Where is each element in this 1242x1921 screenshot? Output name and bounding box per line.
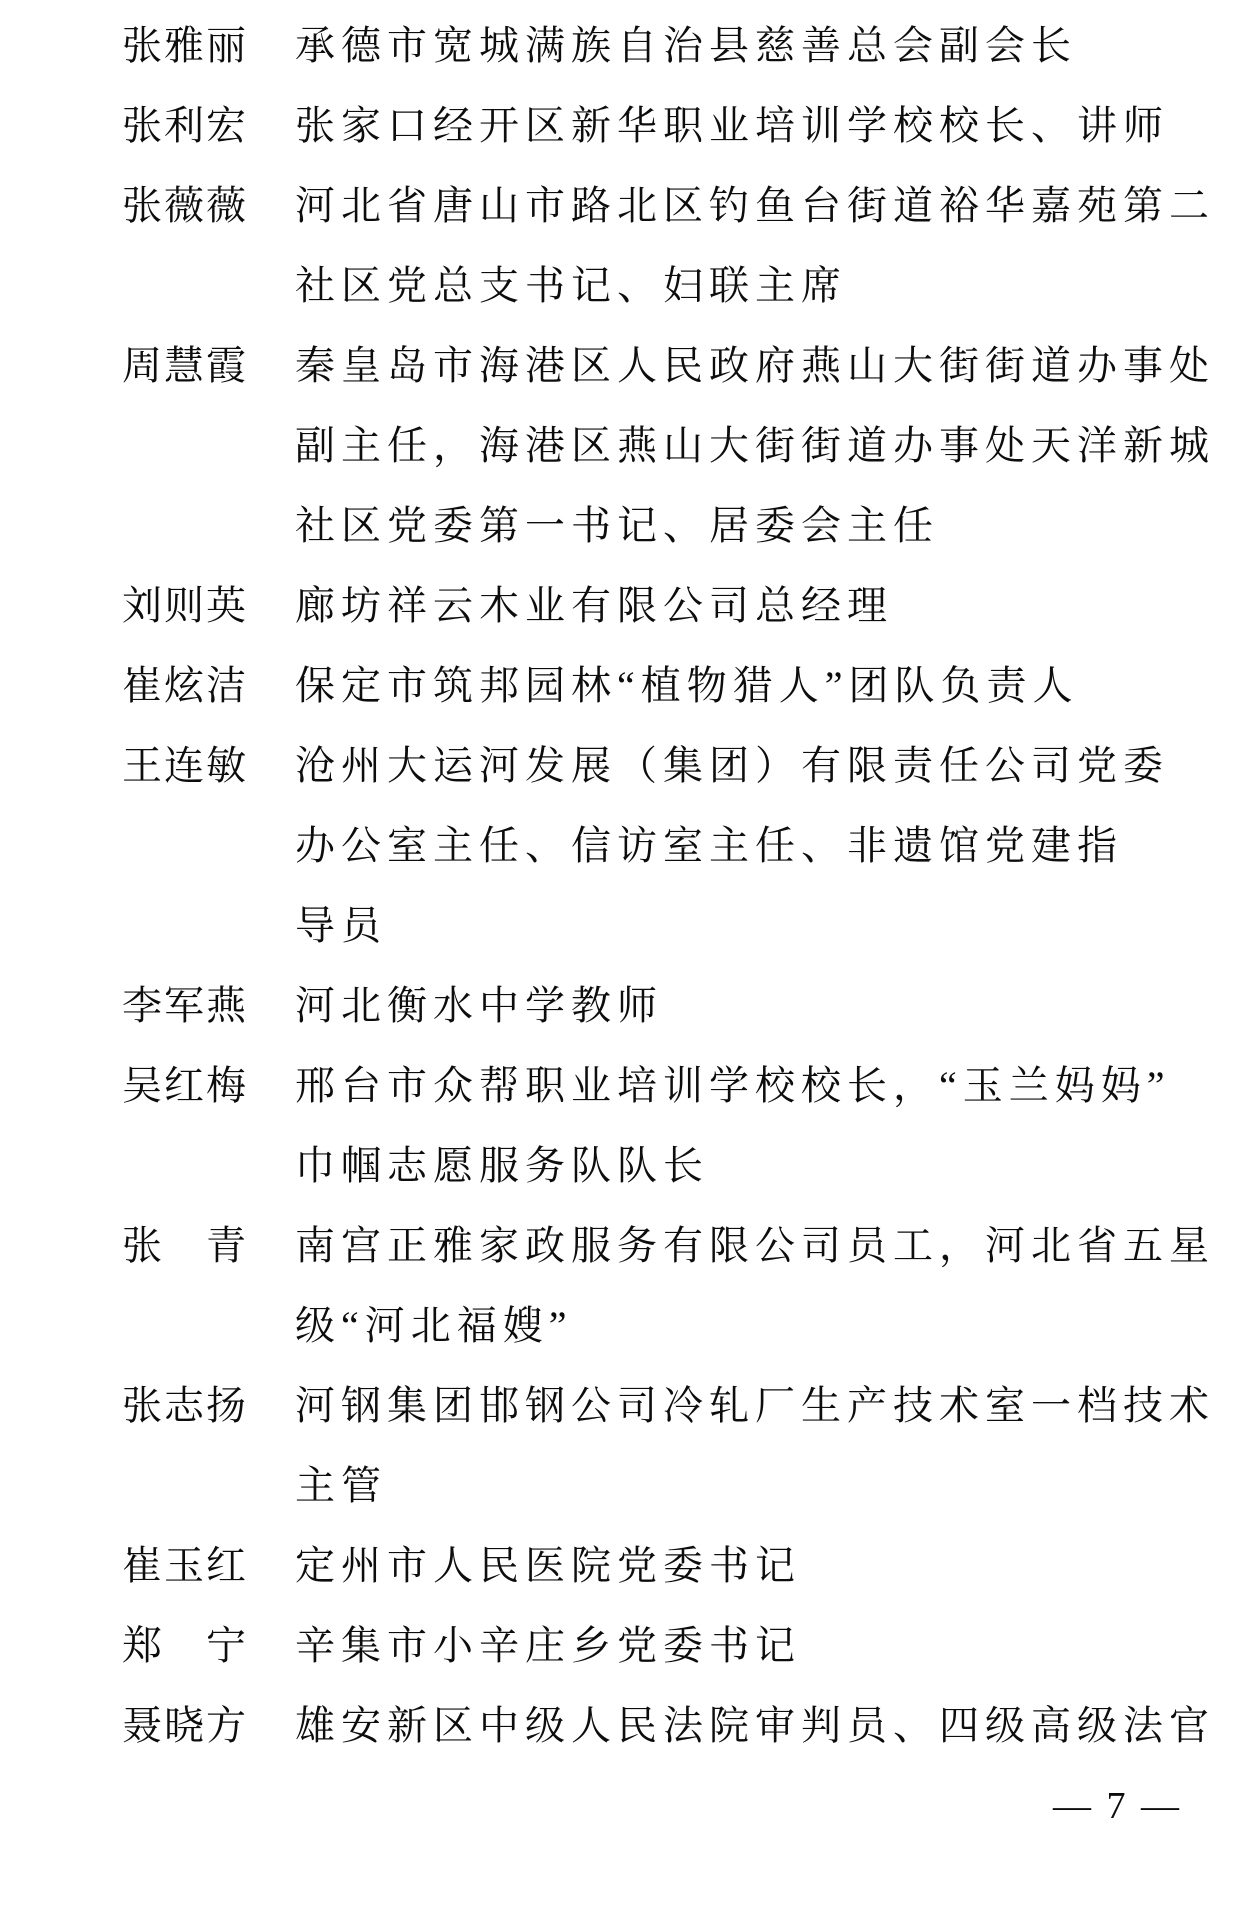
entry-line (0, 246, 1242, 326)
entry-line (0, 886, 1242, 966)
entry-description: 保定市筑邦园林“植物猎人”团队负责人 (295, 663, 1079, 708)
entry-description: 辛集市小辛庄乡党委书记 (295, 1623, 801, 1668)
entry-line (0, 406, 1242, 486)
entry-name: 周慧霞 (122, 343, 248, 388)
entry-name: 张薇薇 (122, 183, 248, 228)
entry-line (0, 646, 1242, 726)
entry-description: 承德市宽城满族自治县慈善总会副会长 (295, 23, 1077, 68)
entry-name (122, 1446, 248, 1526)
entry-line (0, 1366, 1242, 1446)
entry-line (0, 486, 1242, 566)
entry-name: 张 青 (122, 1223, 248, 1268)
entry-name: 王连敏 (122, 743, 248, 788)
entry-name (122, 806, 248, 886)
entry-line (0, 1606, 1242, 1686)
entry-line (0, 1046, 1242, 1126)
entry-description: 河北省唐山市路北区钓鱼台街道裕华嘉苑第二 (295, 183, 1215, 228)
entry-line (0, 966, 1242, 1046)
entry-description: 秦皇岛市海港区人民政府燕山大街街道办事处 (295, 343, 1215, 388)
entry-description: 南宫正雅家政服务有限公司员工，河北省五星 (295, 1223, 1215, 1268)
entry-description: 雄安新区中级人民法院审判员、四级高级法官 (295, 1703, 1215, 1748)
entry-name: 李军燕 (122, 983, 248, 1028)
entry-list (0, 6, 1242, 1766)
entry-description: 级“河北福嫂” (295, 1303, 573, 1348)
entry-description: 河北衡水中学教师 (295, 983, 663, 1028)
entry-line (0, 1126, 1242, 1206)
entry-line (0, 1286, 1242, 1366)
entry-description: 巾帼志愿服务队队长 (295, 1143, 709, 1188)
entry-description: 邢台市众帮职业培训学校校长，“玉兰妈妈” (295, 1063, 1171, 1108)
entry-line (0, 6, 1242, 86)
entry-name (122, 406, 248, 486)
entry-description: 副主任，海港区燕山大街街道办事处天洋新城 (295, 423, 1215, 468)
entry-line (0, 326, 1242, 406)
entry-description: 主管 (295, 1463, 387, 1508)
entry-line (0, 726, 1242, 806)
entry-line (0, 1686, 1242, 1766)
entry-description: 廊坊祥云木业有限公司总经理 (295, 583, 893, 628)
entry-description: 社区党总支书记、妇联主席 (295, 263, 847, 308)
entry-name: 崔炫洁 (122, 663, 248, 708)
entry-line (0, 566, 1242, 646)
entry-name (122, 1126, 248, 1206)
entry-line (0, 86, 1242, 166)
entry-line (0, 1526, 1242, 1606)
entry-description: 河钢集团邯钢公司冷轧厂生产技术室一档技术 (295, 1383, 1215, 1428)
entry-line (0, 1446, 1242, 1526)
entry-name: 崔玉红 (122, 1543, 248, 1588)
entry-name: 吴红梅 (122, 1063, 248, 1108)
entry-name: 张利宏 (122, 103, 248, 148)
entry-name (122, 246, 248, 326)
entry-line (0, 166, 1242, 246)
entry-line (0, 806, 1242, 886)
entry-name (122, 1286, 248, 1366)
entry-description: 沧州大运河发展（集团）有限责任公司党委 (295, 743, 1169, 788)
entry-name (122, 486, 248, 566)
entry-name: 张雅丽 (122, 23, 248, 68)
entry-name (122, 886, 248, 966)
entry-name: 郑 宁 (122, 1623, 248, 1668)
entry-description: 社区党委第一书记、居委会主任 (295, 503, 939, 548)
entry-name: 刘则英 (122, 583, 248, 628)
entry-description: 张家口经开区新华职业培训学校校长、讲师 (295, 103, 1169, 148)
entry-line (0, 1206, 1242, 1286)
entry-description: 办公室主任、信访室主任、非遗馆党建指 (295, 823, 1123, 868)
entry-description: 导员 (295, 903, 387, 948)
entry-name: 聂晓方 (122, 1703, 248, 1748)
entry-description: 定州市人民医院党委书记 (295, 1543, 801, 1588)
page-number: — 7 — (1053, 1785, 1182, 1827)
entry-name: 张志扬 (122, 1383, 248, 1428)
